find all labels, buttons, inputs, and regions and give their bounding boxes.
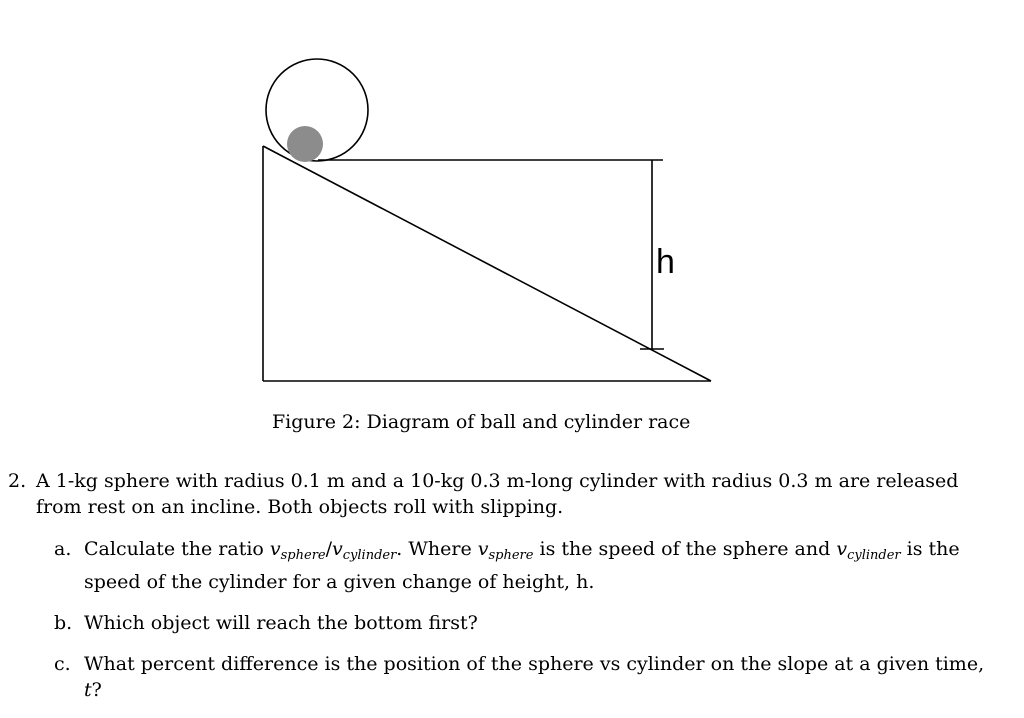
subpart-a-text-2: . Where (396, 538, 478, 560)
subpart-a-letter: a. (54, 538, 72, 560)
problem-2 (8, 468, 998, 718)
subpart-b-text: Which object will reach the bottom first? (84, 612, 478, 634)
sub-cylinder: cylinder (847, 548, 901, 563)
problem-header (8, 468, 998, 520)
subpart-c-end: ? (91, 679, 102, 701)
sphere (287, 126, 323, 162)
problem-subparts (8, 536, 998, 703)
subpart-b (54, 610, 998, 636)
incline-slope (263, 146, 711, 381)
subpart-a-text-4: is the speed of the cylinder for a given change of height, h. (84, 538, 960, 593)
subpart-a-text (84, 536, 998, 595)
var-v-ratio-num: v (269, 538, 281, 560)
subpart-c-text-1: What percent difference is the position of the sphere vs cylinder on the slope at a given time, (84, 653, 985, 675)
problem-number: 2. (8, 470, 27, 492)
sub-sphere-ratio: sphere (280, 548, 326, 563)
figure-caption: Figure 2: Diagram of ball and cylinder race (272, 411, 691, 433)
height-label: h (656, 243, 675, 281)
subpart-c (54, 651, 998, 703)
sub-sphere: sphere (488, 548, 534, 563)
var-v-cylinder: v (836, 538, 848, 560)
var-v-ratio-den: v (332, 538, 343, 560)
subpart-b-letter: b. (54, 612, 73, 634)
subpart-a-text-1: Calculate the ratio (84, 538, 270, 560)
ratio-slash: / (325, 538, 333, 560)
problem-statement: A 1-kg sphere with radius 0.1 m and a 10-kg 0.3 m-long cylinder with radius 0.3 m are released from rest on an incline. Both objects roll with slipping. (36, 470, 959, 518)
var-v-sphere: v (477, 538, 489, 560)
subpart-a-text-3: is the speed of the sphere and (533, 538, 837, 560)
subpart-c-letter: c. (54, 653, 71, 675)
subpart-c-text (84, 651, 998, 703)
subpart-a (54, 536, 998, 595)
incline-block (263, 146, 711, 381)
var-t: t (84, 679, 92, 701)
sub-cylinder-ratio: cylinder (342, 548, 397, 563)
